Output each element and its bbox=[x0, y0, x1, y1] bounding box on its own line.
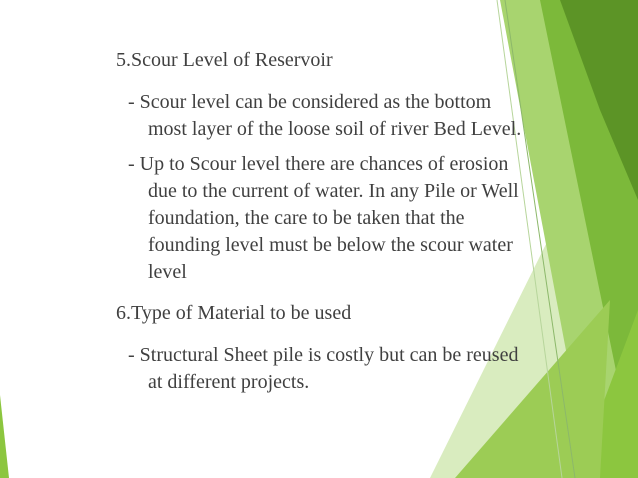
bullet-erosion: - Up to Scour level there are chances of erosion bbox=[128, 153, 509, 175]
bullet-erosion-cont-1: due to the current of water. In any Pile or Well bbox=[148, 180, 519, 202]
bullet-erosion-cont-4: level bbox=[148, 261, 187, 283]
bullet-erosion-cont-2: foundation, the care to be taken that the bbox=[148, 207, 465, 229]
heading-scour-level: 5.Scour Level of Reservoir bbox=[116, 49, 333, 71]
heading-material-type: 6.Type of Material to be used bbox=[116, 302, 352, 324]
bullet-sheet-pile-cont: at different projects. bbox=[148, 371, 310, 393]
bullet-scour-definition: - Scour level can be considered as the bottom bbox=[128, 91, 492, 113]
bullet-erosion-cont-3: founding level must be below the scour water bbox=[148, 234, 513, 256]
bullet-sheet-pile: - Structural Sheet pile is costly but can be reused bbox=[128, 344, 519, 366]
bullet-scour-definition-cont: most layer of the loose soil of river Bed Level. bbox=[148, 118, 522, 140]
